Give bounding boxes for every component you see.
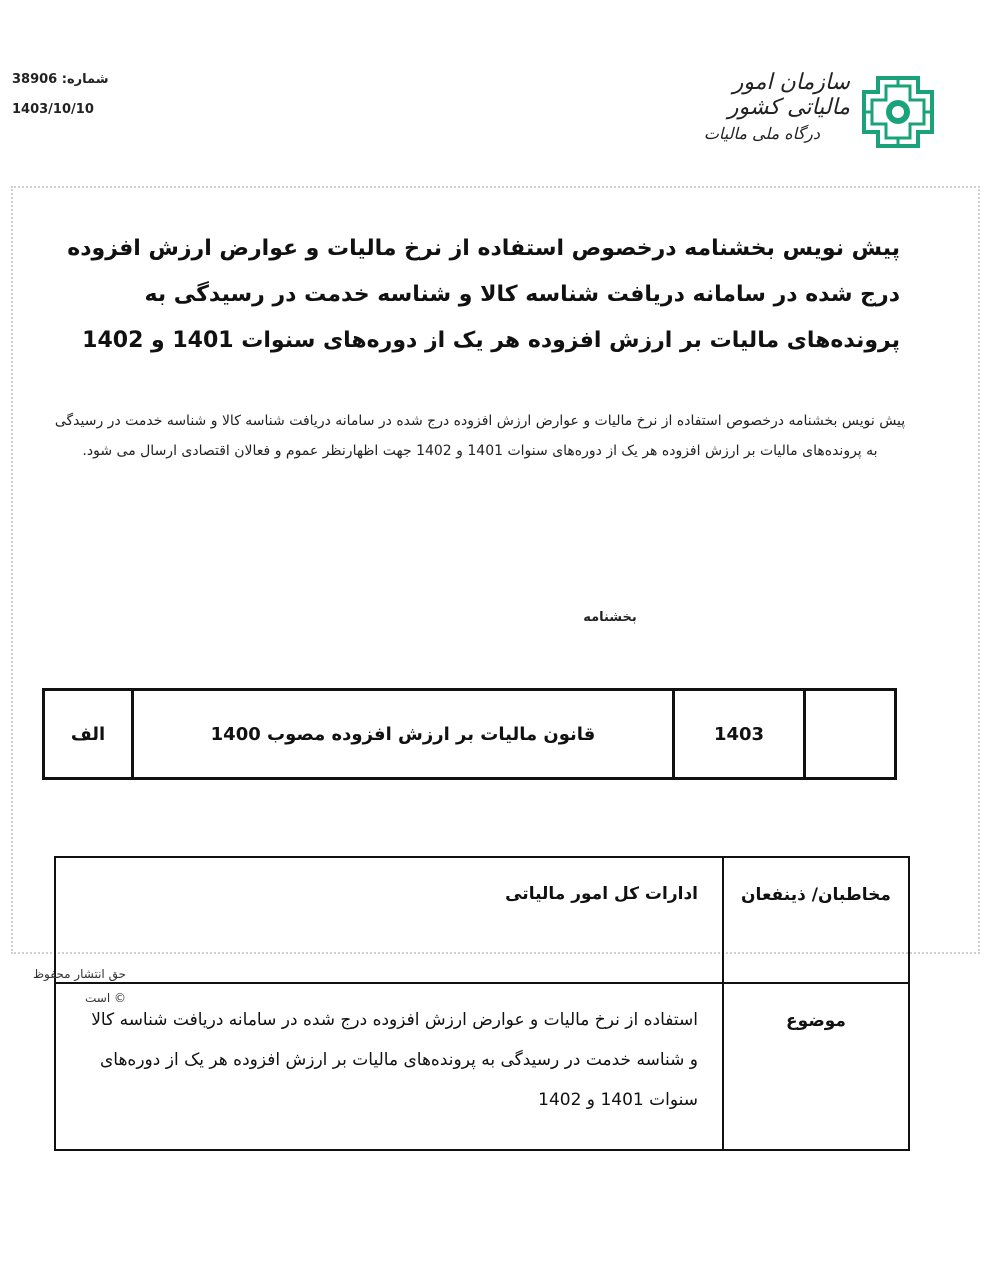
copyright-notice [22, 962, 126, 1010]
details-table [54, 856, 910, 1151]
table-row [55, 983, 909, 1150]
table-row [55, 857, 909, 983]
copyright-line: حق انتشار محفوظ [32, 967, 126, 981]
letter-number-label: شماره: [61, 72, 109, 87]
letter-number-value: 38906 [12, 72, 58, 87]
tax-organization-emblem-icon [858, 72, 938, 152]
subject-label: موضوع [723, 983, 909, 1150]
intro-paragraph: پیش نویس بخشنامه درخصوص استفاده از نرخ مالیات و عوارض ارزش افزوده درج شده در سامانه دریافت شناسه کالا و شناسه خدمت در رسیدگی به پرونده‌های مالیات بر ارزش افزوده هر یک از دوره‌های سنوات 1401 و 1402 جهت اظهارنظر عموم و فعالان اقتصادی ارسال می شود. [54, 413, 906, 459]
audience-label: مخاطبان/ ذینفعان [723, 857, 909, 983]
section-label: بخشنامه [583, 610, 637, 625]
organization-logo-text [690, 70, 850, 143]
table-cell [805, 690, 896, 779]
organization-subtitle: درگاه ملی مالیات [703, 124, 820, 143]
letter-number [12, 72, 109, 87]
subject-value: استفاده از نرخ مالیات و عوارض ارزش افزوده درج شده در سامانه دریافت شناسه کالا و شناسه خدمت در رسیدگی به پرونده‌های مالیات بر ارزش افزوده هر یک از دوره‌های سنوات 1401 و 1402 [55, 983, 723, 1150]
table-cell-letter: الف [44, 690, 133, 779]
audience-value: ادارات کل امور مالیاتی [55, 857, 723, 983]
organization-name: سازمان امور مالیاتی کشور [727, 70, 850, 120]
copyright-line: © است [85, 991, 126, 1005]
letter-date: 1403/10/10 [12, 102, 94, 117]
table-cell-year: 1403 [674, 690, 805, 779]
document-heading: پیش نویس بخشنامه درخصوص استفاده از نرخ مالیات و عوارض ارزش افزوده درج شده در سامانه دریافت شناسه کالا و شناسه خدمت در رسیدگی به پرونده‌های مالیات بر ارزش افزوده هر یک از دوره‌های سنوات 1401 و 1402 [67, 236, 900, 353]
table-cell-law: قانون مالیات بر ارزش افزوده مصوب 1400 [133, 690, 674, 779]
table-row [44, 690, 896, 779]
reference-table [42, 688, 897, 780]
